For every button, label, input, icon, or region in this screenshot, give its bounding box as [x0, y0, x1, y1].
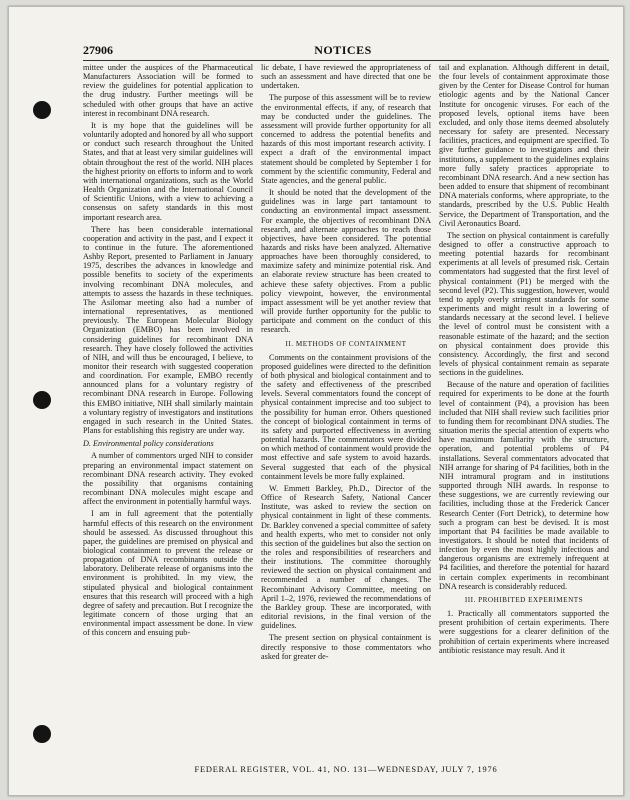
column-left	[83, 63, 253, 763]
paragraph: There has been considerable international cooperation and activity in the past, and I expect it to continue in the future. The aforementioned Ashby Report, presented to Parliament in January 1975, describes the advances in knowledge and possible benefits to society of the experiments involving recombinant DNA molecules, and attempts to assess the hazards in these techniques. The Asilomar meeting also had a number of international representatives, as mentioned previously. The European Molecular Biology Organization (EMBO) has been involved in considering guidelines for recombinant DNA research. They have closely followed the activities of NIH, and will thus be encouraged, I believe, to monitor their research with suggested cooperation and coordination. For example, EMBO recently announced plans for a voluntary registry of recombinant DNA research in Europe. Following this EMBO initiative, NIH shall similarly maintain a voluntary registry of investigators and institutions engaged in such research in the United States. Plans for establishing this registry are under way.	[83, 224, 253, 436]
paragraph: The present section on physical containment is directly responsive to those commentators who asked for greater de-	[261, 633, 431, 661]
column-right	[439, 63, 609, 763]
section-heading: D. Environmental policy considerations	[83, 439, 214, 449]
paragraph: 1. Practically all commentators supported the present prohibition of certain experiments. There were suggestions for a clearer definition of the prohibition of certain experiments where increased antibiotic resistance may result. And it	[439, 609, 609, 655]
binder-hole-bottom	[33, 725, 51, 743]
paragraph: I am in full agreement that the potentially harmful effects of this research on the environment should be assessed. As discussed throughout this paper, the guidelines are premised on physical and biological containment to prevent the release or propagation of DNA recombinants outside the laboratory. Deliberate release of organisms into the environment is prohibited. In my view, the stipulated physical and biological containment ensures that this research will proceed with a high degree of safety and precaution. But I recognize the legitimate concern of those urging that an environmental impact assessment be done. In view of this concern and ensuing pub-	[83, 509, 253, 638]
paragraph: It should be noted that the development of the guidelines was in large part tantamount to conducting an environmental impact assessment. For example, the objectives of recombinant DNA research, and alternate approaches to reach those objectives, have been considered. The potential hazards and risks have been analyzed. Alternative approaches have been thoroughly considered, to maximize safety and minimize potential risk. And an elaborate review structure has been created to achieve these safety objectives. From a public policy viewpoint, however, the environmental impact assessment will be yet another review that will provide further opportunity for the public to participate and comment on the conduct of this research.	[261, 188, 431, 335]
page-footer: FEDERAL REGISTER, VOL. 41, NO. 131—WEDNESDAY, JULY 7, 1976	[194, 765, 498, 774]
section-title: NOTICES	[314, 43, 372, 57]
paragraph: The section on physical containment is carefully designed to offer a constructive approach to meeting potential hazards for recombinant experiments at all levels of presumed risk. Certain commentators had suggested that the first level of physical containment (P1) be merged with the second level (P2). This suggestion, however, would tend to apply overly stringent standards for some experiments and might result in a lowering of standards necessary at the second level. I believe the level of control must be consistent with a reasonable estimate of the hazard; and the section on physical containment does provide this consistency. Accordingly, the first and second levels of physical containment remain as separate sections in the guidelines.	[439, 230, 609, 378]
document-page	[8, 6, 624, 796]
paragraph: tail and explanation. Although different in detail, the four levels of containment approximate those given by the Center for Disease Control for human etiologic agents and by the National Cancer Institute for oncogenic viruses. For each of the proposed levels, optional items have been excluded, and only those items deemed absolutely necessary for safety are presented. Necessary facilities, practices, and equipment are specified. To give further guidance to investigators and their institutions, a supplement to the guidelines explains more fully safety practices appropriate to recombinant DNA research. And a new section has been added to ensure that shipment of recombinant DNA materials conforms, where appropriate, to the standards, prescribed by the U.S. Public Health Service, the Department of Transportation, and the Civil Aeronautics Board.	[439, 63, 609, 228]
section-heading: III. PROHIBITED EXPERIMENTS	[464, 595, 584, 604]
header-rule	[83, 60, 609, 61]
paragraph: A number of commentors urged NIH to consider preparing an environmental impact statement on recombinant DNA research activity. They evoked the possibility that organisms containing recombinant DNA molecules might escape and affect the environment in potentially harmful ways.	[83, 451, 253, 507]
paragraph: mittee under the auspices of the Pharmaceutical Manufacturers Association will be formed to review the guidelines for potential application to the drug industry. Further meetings will be scheduled with other groups that have an active interest in recombinant DNA research.	[83, 63, 253, 118]
section-heading: II. METHODS OF CONTAINMENT	[285, 339, 407, 348]
paragraph: Comments on the containment provisions of the proposed guidelines were directed to the definition of both physical and biological containment and to the safety and effectiveness of the prescribed levels. Several commentators found the concept of physical containment imprecise and too subject to the possibility for human error. Others questioned the concept of biological containment in terms of its safety and purported effectiveness in averting potential hazards. The commentators were divided on which method of containment would provide the most effective and safe system to avoid hazards. Several suggested that each of the physical containment levels be more fully explained.	[261, 352, 431, 481]
binder-hole-top	[33, 101, 51, 119]
page-number: 27906	[83, 43, 113, 57]
page-header	[83, 43, 603, 59]
column-middle	[261, 63, 431, 763]
paragraph: The purpose of this assessment will be to review the environmental effects, if any, of research that may be conducted under the guidelines. The assessment will provide further opportunity for all concerned to address the potential benefits and hazards of this most important research activity. I expect a draft of the environmental impact statement should be completed by September 1 for comment by the scientific community, Federal and State agencies, and the general public.	[261, 93, 431, 185]
binder-hole-middle	[33, 391, 51, 409]
text-columns	[83, 63, 609, 763]
paragraph: lic debate, I have reviewed the appropriateness of such an assessment and have directed that one be undertaken.	[261, 63, 431, 91]
paragraph: It is my hope that the guidelines will be voluntarily adopted and honored by all who support or conduct such research throughout the United States, and that at least very similar guidelines will obtain throughout the rest of the world. NIH places the highest priority on efforts to inform and to work with international organizations, such as the World Health Organization and the International Council of Scientific Unions, with a view to achieving a consensus on safety standards in this most important research area.	[83, 120, 253, 222]
paragraph: Because of the nature and operation of facilities required for experiments to be done at the fourth level of containment (P4), a provision has been included that NIH shall review such facilities prior to funding them for recombinant DNA studies. The situation merits the special attention of experts who have maximum familiarity with the structure, operation, and potential problems of P4 installations. Several commentators advocated that NIH arrange for sharing of P4 facilities, both in the NIH intramural program and in institutions supported through NIH awards. In response to these suggestions, we are currently reviewing our facilities, including those at the Frederick Cancer Research Center (Fort Detrick), to determine how such a program can best be devised. It is most important that P4 facilities be made available to investigators. It should be noted that incidents of infection by even the most highly infectious and dangerous organisms are extremely infrequent at P4 facilities, and therefore the potential for hazard in certain complex experiments in recombinant DNA research is considerably reduced.	[439, 380, 609, 591]
paragraph: W. Emmett Barkley, Ph.D., Director of the Office of Research Safety, National Cancer Institute, was asked to review the section on physical containment in light of these comments. Dr. Barkley convened a special committee of safety and health experts, who met to consider not only this section of the guidelines but also the section on the roles and responsibilities of researchers and their institutions. The committee thoroughly reviewed the section on physical containment and recommended a number of changes. The Recombinant Advisory Committee, meeting on April 1–2, 1976, reviewed the recommendations of the Barkley group. These are incorporated, with editorial revisions, in the final version of the guidelines.	[261, 483, 431, 631]
